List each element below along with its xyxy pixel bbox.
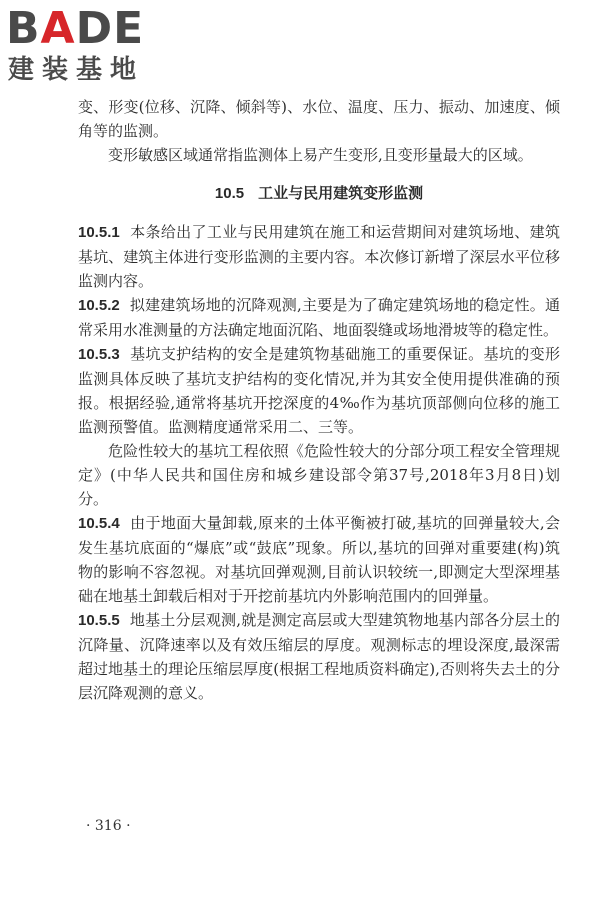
clause-number: 10.5.4 [78, 515, 120, 532]
clause-10-5-3 [78, 342, 560, 439]
logo-brand-text [6, 4, 144, 54]
clause-text: 基坑支护结构的安全是建筑物基础施工的重要保证。基坑的变形监测具体反映了基坑支护结构的变化情况,并为其安全使用提供准确的预报。根据经验,通常将基坑开挖深度的4‰作为基坑顶部侧向位移的施工监测预警值。监测精度通常采用二、三等。 [78, 345, 560, 436]
clause-number: 10.5.2 [78, 297, 120, 314]
document-body [78, 95, 560, 705]
page-number: · 316 · [86, 818, 131, 834]
clause-text: 由于地面大量卸载,原来的土体平衡被打破,基坑的回弹量较大,会发生基坑底面的“爆底”或“鼓底”现象。所以,基坑的回弹对重要建(构)筑物的影响不容忽视。对基坑回弹观测,目前认识较统一,即测定大型深埋基础在地基土卸载后相对于开挖前基坑内外影响范围内的回弹量。 [78, 514, 560, 605]
clause-text: 本条给出了工业与民用建筑在施工和运营期间对建筑场地、建筑基坑、建筑主体进行变形监测的主要内容。本次修订新增了深层水平位移监测内容。 [78, 223, 560, 290]
section-heading [78, 181, 560, 206]
section-number: 10.5 [214, 185, 245, 202]
clause-10-5-4 [78, 511, 560, 608]
logo-brand-suffix: DE [75, 3, 145, 54]
intro-paragraph-1: 变、形变(位移、沉降、倾斜等)、水位、温度、压力、振动、加速度、倾角等的监测。 [78, 98, 560, 140]
clause-10-5-1 [78, 220, 560, 293]
clause-number: 10.5.3 [78, 346, 120, 363]
clause-10-5-2 [78, 293, 560, 342]
section-title: 工业与民用建筑变形监测 [258, 184, 424, 202]
clause-text: 拟建建筑场地的沉降观测,主要是为了确定建筑场地的稳定性。通常采用水准测量的方法确定地面沉陷、地面裂缝或场地滑坡等的稳定性。 [78, 296, 560, 339]
clause-10-5-3-note [78, 439, 560, 511]
logo-brand-accent: A [40, 3, 76, 54]
clause-text: 地基土分层观测,就是测定高层或大型建筑物地基内部各分层土的沉降量、沉降速率以及有效压缩层的厚度。观测标志的埋设深度,最深需超过地基土的理论压缩层厚度(根据工程地质资料确定),否则将失去土的分层沉降观测的意义。 [78, 611, 560, 702]
clause-number: 10.5.1 [78, 224, 120, 241]
clause-10-5-5 [78, 608, 560, 705]
clause-text: 危险性较大的基坑工程依照《危险性较大的分部分项工程安全管理规定》(中华人民共和国住房和城乡建设部令第37号,2018年3月8日)划分。 [78, 442, 560, 508]
intro-paragraph-2: 变形敏感区域通常指监测体上易产生变形,且变形量最大的区域。 [108, 146, 533, 164]
logo-brand-prefix: B [6, 3, 41, 54]
bade-logo [6, 4, 176, 90]
clause-number: 10.5.5 [78, 612, 120, 629]
logo-subtitle: 建装基地 [8, 55, 145, 85]
